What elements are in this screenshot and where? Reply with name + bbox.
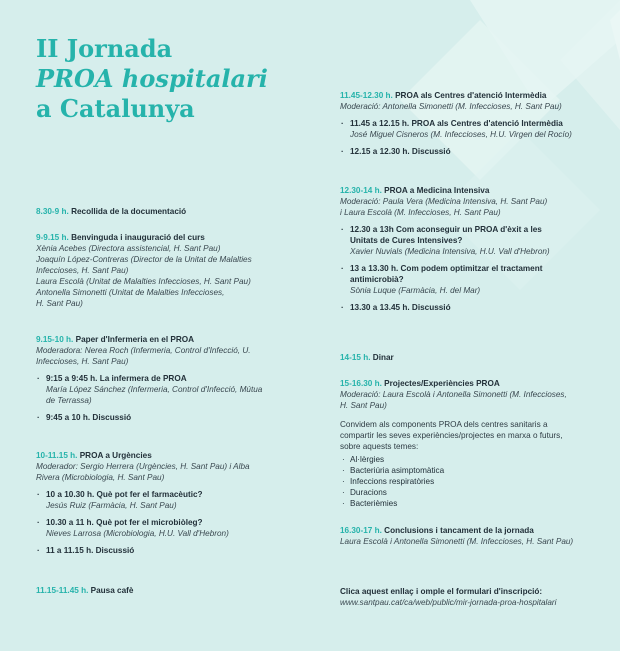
moderator-line: Moderació: Paula Vera (Medicina Intensiva, H. Sant Pau): [340, 197, 548, 206]
moderator-line: Rivera (Microbiologia, H. Sant Pau): [36, 473, 165, 482]
speaker-line: Nieves Larrosa (Microbiologia, H.U. Vall d'Hebron): [46, 529, 229, 538]
speaker-line: José Miguel Cisneros (M. Infeccioses, H.U. Virgen del Rocío): [350, 130, 572, 139]
subsession: · 9:45 a 10 h. Discussió: [36, 412, 294, 423]
subsession: · 10.30 a 11 h. Què pot fer el microbiòleg? Nieves Larrosa (Microbiologia, H.U. Vall d'Hebron): [36, 517, 294, 539]
cta-label: Clica aquest enllaç i omple el formulari d'inscripció:: [340, 587, 543, 596]
speaker-line: Antonella Simonetti (Unitat de Malalties Infeccioses,: [36, 288, 225, 297]
registration-cta: [340, 586, 602, 608]
topic-item: · Al·lèrgies: [342, 455, 385, 464]
speaker-line: Laura Escolà i Antonella Simonetti (M. Infeccioses, H. Sant Pau): [340, 537, 574, 546]
speaker-line: María López Sánchez (Infermeria, Control d'Infecció, Mútua: [46, 385, 263, 394]
subsession-title: Unitats de Cures Intensives?: [350, 236, 463, 245]
moderator-line: Moderació: Laura Escolà i Antonella Simonetti (M. Infeccioses,: [340, 390, 567, 399]
session-label: Conclusions i tancament de la jornada: [384, 526, 534, 535]
topic-item: · Duracions: [342, 488, 387, 497]
subsession: · 13 a 13.30 h. Com podem optimitzar el tractament antimicrobià? Sònia Luque (Farmàcia, H. del Mar): [340, 263, 602, 296]
moderator-line: Moderador: Sergio Herrera (Urgències, H. Sant Pau) i Alba: [36, 462, 250, 471]
session-label: Benvinguda i inauguració del curs: [71, 233, 205, 242]
registration-link[interactable]: www.santpau.cat/ca/web/public/mir-jornada-proa-hospitalari: [340, 598, 557, 607]
subsession: · 11.45 a 12.15 h. PROA als Centres d'atenció Intermèdia José Miguel Cisneros (M. Infeccioses, H.U. Virgen del Rocío): [340, 118, 602, 140]
session-time: 9-9.15 h.: [36, 233, 69, 242]
topic-item: · Bacteriúria asimptomàtica: [342, 466, 445, 475]
moderator-line: i Laura Escolà (M. Infeccioses, H. Sant Pau): [340, 208, 501, 217]
session-label: Projectes/Experiències PROA: [384, 379, 500, 388]
subsession: · 12.15 a 12.30 h. Discussió: [340, 146, 602, 157]
subsession-title: antimicrobià?: [350, 275, 404, 284]
session-closing: [340, 525, 602, 547]
speaker-line: Laura Escolà (Unitat de Malalties Infeccioses, H. Sant Pau): [36, 277, 251, 286]
description-line: sobre aquests temes:: [340, 442, 419, 451]
session-label: Dinar: [372, 353, 394, 362]
moderator-line: Moderadora: Nerea Roch (Infermeria, Control d'Infecció, U.: [36, 346, 251, 355]
subsession: · 10 a 10.30 h. Què pot fer el farmacèutic? Jesús Ruiz (Farmàcia, H. Sant Pau): [36, 489, 294, 511]
session-coffee: [36, 585, 294, 596]
session-intensive-care: [340, 185, 602, 313]
subsession: · 11 a 11.15 h. Discussió: [36, 545, 294, 556]
subsession-title: 11.45 a 12.15 h. PROA als Centres d'atenció Intermèdia: [350, 119, 563, 128]
subsession-title: 10.30 a 11 h. Què pot fer el microbiòleg?: [46, 518, 203, 527]
title-line-2: PROA hospitalari: [36, 64, 268, 93]
moderator-line: H. Sant Pau): [340, 401, 387, 410]
subsession-title: 9:45 a 10 h. Discussió: [46, 413, 132, 422]
session-registration: [36, 206, 294, 217]
session-time: 11.15-11.45 h.: [36, 586, 89, 595]
speaker-line: Jesús Ruiz (Farmàcia, H. Sant Pau): [46, 501, 177, 510]
session-label: PROA a Medicina Intensiva: [384, 186, 490, 195]
session-time: 11.45-12.30 h.: [340, 91, 393, 100]
subsession-title: 11 a 11.15 h. Discussió: [46, 546, 135, 555]
speaker-line: de Terrassa): [46, 396, 92, 405]
speaker-line: H. Sant Pau): [36, 299, 83, 308]
session-label: PROA a Urgències: [79, 451, 152, 460]
subsession-title: 9:15 a 9:45 h. La infermera de PROA: [46, 374, 187, 383]
session-emergency: [36, 450, 294, 556]
subsession-title: 10 a 10.30 h. Què pot fer el farmacèutic?: [46, 490, 203, 499]
session-time: 9.15-10 h.: [36, 335, 74, 344]
speaker-line: Xavier Nuvials (Medicina Intensiva, H.U. Vall d'Hebron): [350, 247, 550, 256]
speaker-line: Sònia Luque (Farmàcia, H. del Mar): [350, 286, 481, 295]
subsession: · 13.30 a 13.45 h. Discussió: [340, 302, 602, 313]
session-projects: [340, 378, 602, 509]
subsession-title: 13.30 a 13.45 h. Discussió: [350, 303, 451, 312]
topic-item: · Infeccions respiratòries: [342, 477, 435, 486]
session-intermediate-care: [340, 90, 602, 157]
session-nursing: [36, 334, 294, 423]
moderator-line: Moderació: Antonella Simonetti (M. Infeccioses, H. Sant Pau): [340, 102, 562, 111]
session-lunch: [340, 352, 602, 363]
speaker-line: Infeccioses, H. Sant Pau): [36, 266, 129, 275]
subsession: · 12.30 a 13h Com aconseguir un PROA d'èxit a les Unitats de Cures Intensives? Xavier Nuvials (Medicina Intensiva, H.U. Vall d'Hebron): [340, 224, 602, 257]
speaker-line: Xènia Acebes (Directora assistencial, H. Sant Pau): [36, 244, 221, 253]
subsession-title: 12.30 a 13h Com aconseguir un PROA d'èxit a les: [350, 225, 542, 234]
speaker-line: Joaquín López-Contreras (Director de la Unitat de Malalties: [36, 255, 252, 264]
subsession-title: 13 a 13.30 h. Com podem optimitzar el tractament: [350, 264, 543, 273]
moderator-line: Infeccioses, H. Sant Pau): [36, 357, 129, 366]
session-label: PROA als Centres d'atenció Intermèdia: [395, 91, 547, 100]
session-welcome: [36, 232, 294, 309]
topic-list: [340, 454, 602, 509]
title-line-1: II Jornada: [36, 34, 173, 63]
session-time: 14-15 h.: [340, 353, 371, 362]
description-line: Convidem als components PROA dels centres sanitaris a: [340, 420, 548, 429]
session-label: Paper d'Infermeria en el PROA: [75, 335, 195, 344]
session-label: Recollida de la documentació: [71, 207, 187, 216]
event-title: [36, 34, 268, 124]
title-line-3: a Catalunya: [36, 94, 195, 123]
session-label: Pausa cafè: [90, 586, 134, 595]
session-time: 8.30-9 h.: [36, 207, 69, 216]
session-time: 16.30-17 h.: [340, 526, 382, 535]
session-time: 10-11.15 h.: [36, 451, 78, 460]
session-time: 15-16.30 h.: [340, 379, 382, 388]
description-line: compartir les seves experiències/projectes en marxa o futurs,: [340, 431, 563, 440]
subsession: · 9:15 a 9:45 h. La infermera de PROA María López Sánchez (Infermeria, Control d'Infecció, Mútua de Terrassa): [36, 373, 294, 406]
subsession-title: 12.15 a 12.30 h. Discussió: [350, 147, 451, 156]
session-time: 12.30-14 h.: [340, 186, 382, 195]
topic-item: · Bacterièmies: [342, 499, 398, 508]
